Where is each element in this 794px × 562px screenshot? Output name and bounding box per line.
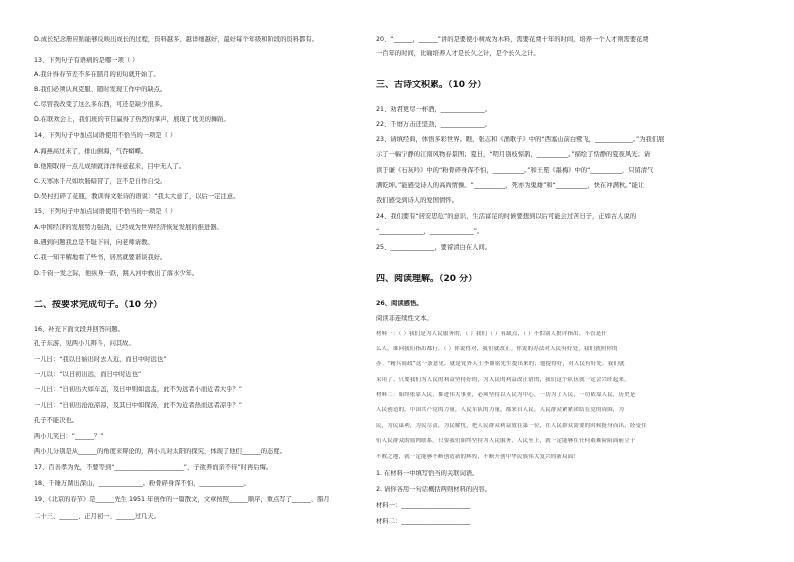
left-line-24: 两小儿笑曰：“______？” (34, 433, 104, 440)
left-line-9: C.天寒冰千尺如坎肠暗冒了，岂不是自作自受。 (34, 178, 167, 185)
left-line-15: D.千钧一发之际，他纵身一跃，跳入河中救出了落水少年。 (34, 270, 199, 277)
left-line-3: B.我们必须认真克服、随时发现工作中的缺点。 (34, 86, 167, 93)
right-line-5: 23、请填经典，体悟多彩世界。瞧，张志和《渔歌子》中的“西塞山前白鹭飞，____________。”为我们展 (376, 136, 665, 143)
right-line-11: “______________，______________”。 (376, 228, 484, 235)
right-line-9: 我们感受到诗人的爱国情怀。 (376, 197, 458, 204)
left-line-13: B.遇到问题我总是不耻下问，向老师请教。 (34, 239, 154, 246)
right-line-14: 26、阅读感悟。 (376, 300, 423, 307)
left-line-7: A.海燕高过末了，排山倒海，气吞蟒蝶。 (34, 148, 148, 155)
left-line-28: 19、《北京的春节》是______先生 1951 年创作的一篇散文，文章按照______顺序，重点写了______、腊月 (34, 496, 330, 503)
left-line-1: 13、下列句子有语病的是哪一项（ ） (34, 57, 139, 64)
left-line-23: 孔子不能决也。 (34, 417, 79, 424)
left-line-16: 二、按要求完成句子。（10 分） (34, 300, 163, 310)
left-line-2: A.我计得春节差不多在腊月的初旬就开始了。 (34, 71, 160, 78)
left-line-12: A.中国经济的发展势力强劲，已经成为世界经济恢复发展的推进器。 (34, 224, 223, 231)
left-line-5: D.在联欢会上，我们班的节目赢得了热烈的掌声，展现了优美的舞蹈。 (34, 116, 230, 123)
right-line-26: 2. 请你各用一句话概括两则材料的内容。 (376, 486, 492, 493)
right-line-24: 不败之地，就一定能够不断创造新的辉煌，不断开创中华民族伟大复兴的新局面！ (376, 454, 580, 460)
left-line-25: 两小儿分别是从______的角度来辩论的，两小儿对太阳的探究，体现了他们______的态度。 (34, 448, 286, 455)
left-line-21: 一儿曰：“日初出大如车盖，及日中则如盘盂，此不为远者小而近者大乎？” (34, 386, 243, 393)
right-line-16: 材料一：（ ）我们是为人民服务的，（ ）我们（ ）有缺点，（ ）不怕别人批评指出。不管是什 (376, 331, 608, 337)
left-line-8: B.他刚取得一点儿成绩就洋洋得意起来，目中无人了。 (34, 163, 186, 170)
right-line-10: 24、我们要有“居安思危”的意识，生活富足的时候要想到以后可能会过苦日子，正如古人说的 (376, 213, 637, 220)
left-line-22: 一儿曰：“日初出沧沧凉凉，及其日中如探汤，此不为近者热而远者凉乎？” (34, 402, 243, 409)
right-line-28: 材料二：______________________ (376, 518, 471, 525)
right-line-15: 阅读非连续性文本。 (376, 315, 433, 322)
right-line-25: 1. 在材料一中填写恰当的关联词语。 (376, 470, 479, 477)
right-line-7: 读于谦《石灰吟》中的“粉骨碎身浑不怕，__________。”和王冕《墨梅》中的“__________，只留清气 (376, 167, 654, 174)
right-line-19: 采用了。只要我们为人民的利益坚持好的，为人民的利益改正错的，我们这个队伍就一定会兴旺起来。 (376, 377, 630, 383)
right-line-21: 人民创造的。中国共产党的力量，人民军队的力量，都来自人民。人民群众紧紧团结在党的周围，为 (376, 407, 625, 413)
left-line-20: 一儿以：“以日初出远，而日中时近也” (34, 371, 142, 378)
right-line-1: 一百年的时间，比喻培养人才是长久之计，是个长久之计。 (376, 50, 540, 57)
right-line-18: 办。“精兵简政”这一条意见，就是党外人士李鼎铭先生提出来的；他提得好，对人民有好处，我们就 (376, 361, 625, 367)
left-line-19: 一儿曰：“我以日始出时去人近，而日中时远也” (34, 356, 167, 363)
left-line-0: D.成长纪念册应贴能够反映出成长的过程，资料越多、越详细越好，最好每个年级和阶段的资料都有。 (34, 36, 318, 43)
left-line-18: 孔子东游，见两小儿辩斗，问其故。 (34, 340, 135, 347)
left-line-26: 17、百善孝为先，不要等到“______________________”，子欲养而亲不待”时再后悔。 (34, 464, 273, 471)
left-line-29: 二十三、______、正月初一、______过几天。 (34, 513, 160, 520)
left-line-17: 16、补充下面文段并回答问题。 (34, 326, 124, 333)
right-line-23: 们人民群众的血肉联系。只要我们始终坚持为人民服务，人民至上，就一定能够在任何艰难险阻面前立于 (376, 438, 636, 444)
right-line-13: 四、阅读理解。（20 分） (376, 274, 478, 284)
left-line-11: 15、下列句子中加点词语使用不恰当的一项是（ ） (34, 208, 177, 215)
right-line-8: 满乾坤。”能感受诗人的高尚情操。“__________，死亦为鬼雄”和“__________，快在冲满秋。”能让 (376, 182, 645, 189)
right-line-22: 民，为民谋利，为民尽责，为民解忧，把人民群众利益放在第一位，在人民群众需要的时候挺身而出，经受住 (376, 423, 647, 429)
right-line-27: 材料一：______________________ (376, 502, 471, 509)
right-line-0: 20、“______，______”讲的是要使小树成为木料，需要花费十年的时间，培养一个人才则需要花费 (376, 36, 649, 43)
right-line-2: 三、古诗文积累。（10 分） (376, 80, 487, 90)
left-line-6: 14、下列句子中加点词语使用不恰当的一项是（ ） (34, 132, 177, 139)
right-line-12: 25、______________，要留清白在人间。 (376, 244, 492, 251)
right-line-4: 22、千磨万击还坚劲，______________。 (376, 121, 492, 128)
left-line-27: 18、千锤万凿出深山，______________。粉骨碎身浑不怕，______________。 (34, 480, 250, 487)
right-line-3: 21、劝君更尽一杯酒，______________。 (376, 106, 492, 113)
right-line-20: 材料二：始终依靠人民，推进伟大事业，必须坚持以人民为中心，一切为了人民，一切依靠人民，历史是 (376, 392, 636, 398)
left-line-4: C.尽管我改变了这么多东西，可还是缺少很多。 (34, 101, 167, 108)
left-line-10: D.吴村打碎了花瓶，教训得文张诗的语说：“我太大意了，以后一定注意。 (34, 193, 240, 200)
right-line-6: 示了一幅宁静的江南风物春景图；夏日，“明月别枝惊鹊，__________。”描绘了恬静的夏夜风光；请 (376, 151, 651, 158)
left-line-14: C.我一知半解地看了些书，居然就要谐谈我好。 (34, 254, 167, 261)
right-line-17: 么人，谁向我们指出都行。（ ）你说得对，我们就改正。你说的办法对人民有好处，我们就照你的 (376, 346, 618, 352)
